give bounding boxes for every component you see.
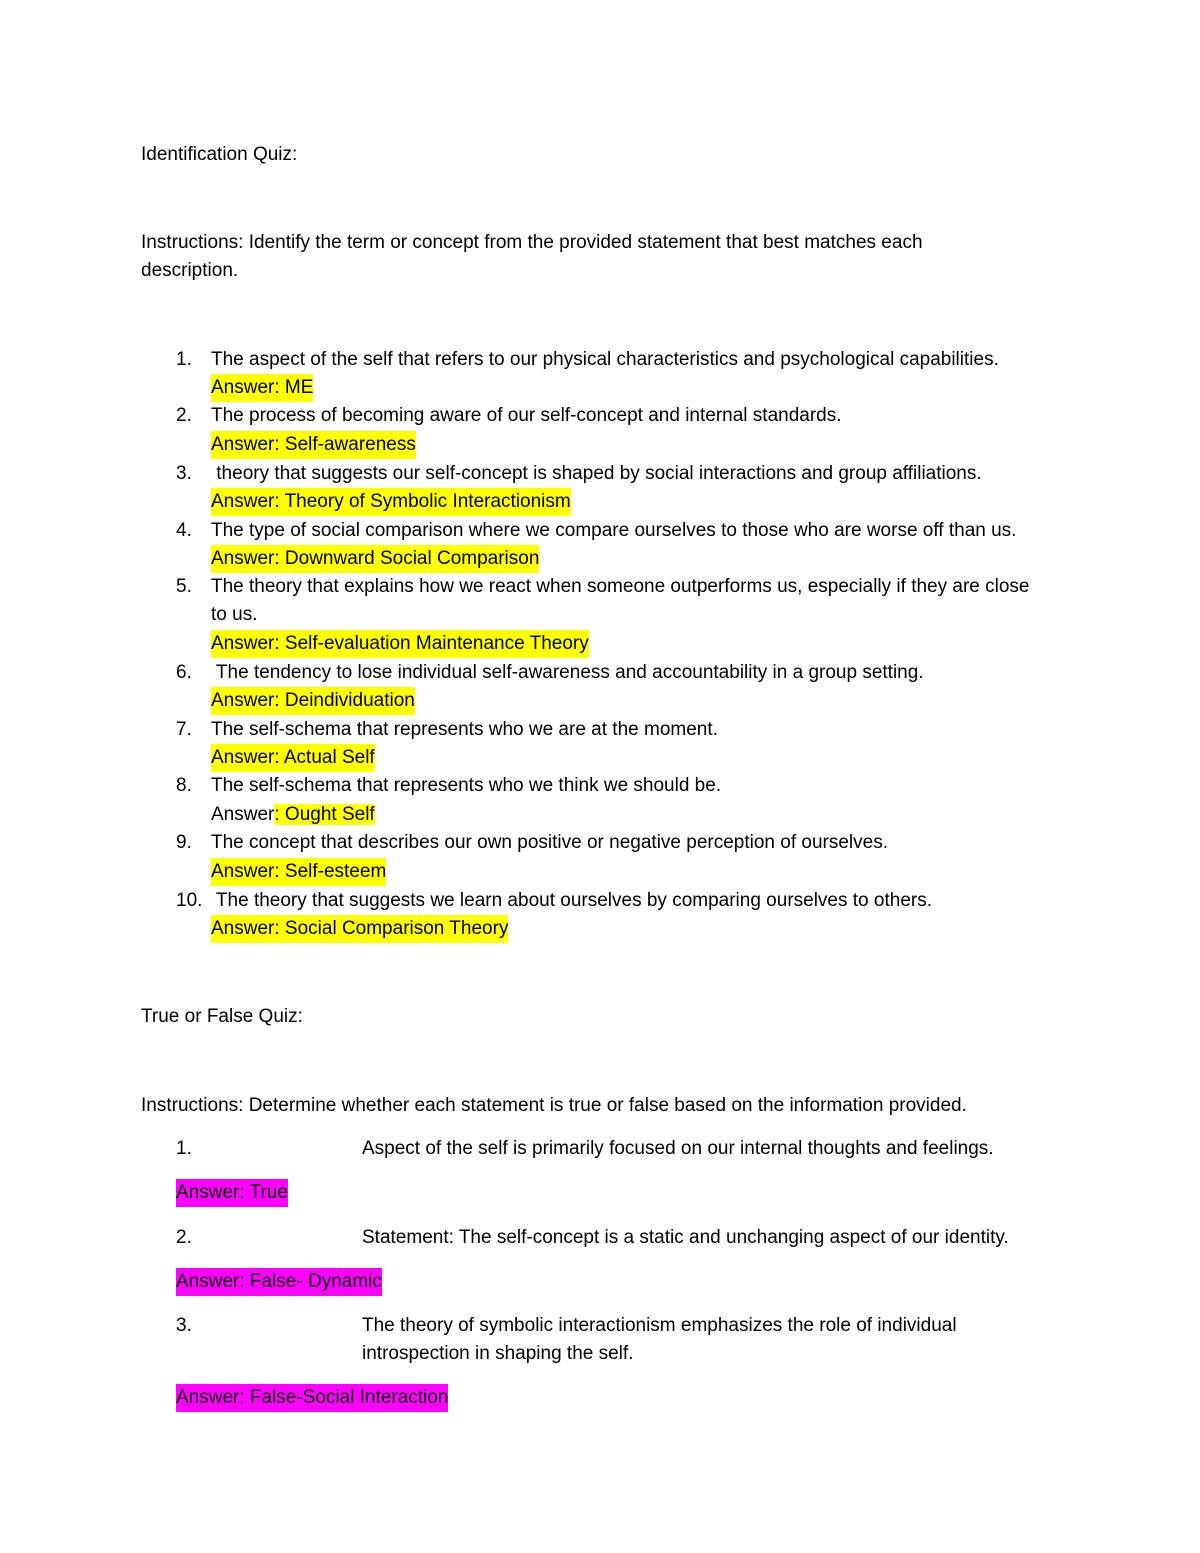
item-number: 2.	[176, 405, 192, 426]
item-text: The type of social comparison where we compare ourselves to those who are worse off than us.	[211, 520, 1017, 541]
item-answer: Answer: Social Comparison Theory	[211, 915, 508, 943]
item-number: 8.	[176, 775, 192, 796]
item-answer: Answer: Self-evaluation Maintenance Theory	[211, 630, 589, 658]
item-answer-prefix	[211, 801, 375, 829]
item-text: The self-schema that represents who we think we should be.	[211, 775, 722, 796]
item-number: 2.	[176, 1227, 192, 1248]
item-number: 10.	[176, 890, 203, 911]
item-text: Aspect of the self is primarily focused on our internal thoughts and feelings.	[362, 1138, 994, 1159]
item-text: Statement: The self-concept is a static and unchanging aspect of our identity.	[362, 1227, 1009, 1248]
item-answer: Answer: False- Dynamic	[176, 1268, 382, 1296]
item-answer: Answer: Downward Social Comparison	[211, 545, 539, 573]
item-answer: Answer: Actual Self	[211, 744, 375, 772]
item-text: The theory of symbolic interactionism emphasizes the role of individual introspection in shaping the self.	[362, 1315, 957, 1365]
item-number: 1.	[176, 1138, 192, 1159]
item-text: The aspect of the self that refers to our physical characteristics and psychological capabilities.	[211, 349, 999, 370]
item-number: 5.	[176, 576, 192, 597]
item-number: 3.	[176, 463, 192, 484]
item-answer: Answer: Self-esteem	[211, 858, 386, 886]
item-number: 7.	[176, 719, 192, 740]
item-number: 1.	[176, 349, 192, 370]
item-text: The process of becoming aware of our self-concept and internal standards.	[211, 405, 842, 426]
item-text: The theory that explains how we react when someone outperforms us, especially if they are close to us.	[211, 576, 1030, 626]
true-false-heading: True or False Quiz:	[141, 1006, 303, 1027]
item-answer: Answer: Self-awareness	[211, 431, 416, 459]
true-false-instructions: Instructions: Determine whether each statement is true or false based on the information provided.	[141, 1095, 967, 1116]
item-number: 3.	[176, 1315, 192, 1336]
item-answer: Answer: ME	[211, 374, 313, 402]
answer-plain-text: Answer	[211, 804, 275, 825]
item-answer: Answer: Deindividuation	[211, 687, 415, 715]
identification-instructions: Instructions: Identify the term or concept from the provided statement that best matches each description.	[141, 232, 923, 282]
item-answer: : Ought Self	[274, 804, 375, 825]
item-number: 6.	[176, 662, 192, 683]
item-answer: Answer: Theory of Symbolic Interactionism	[211, 488, 571, 516]
item-answer: Answer: False-Social Interaction	[176, 1384, 448, 1412]
item-text: The self-schema that represents who we are at the moment.	[211, 719, 718, 740]
item-number: 9.	[176, 832, 192, 853]
item-text: theory that suggests our self-concept is shaped by social interactions and group affiliations.	[211, 463, 982, 484]
identification-heading: Identification Quiz:	[141, 144, 298, 165]
item-text: The tendency to lose individual self-awareness and accountability in a group setting.	[211, 662, 924, 683]
item-text: The theory that suggests we learn about ourselves by comparing ourselves to others.	[211, 890, 932, 911]
item-text: The concept that describes our own positive or negative perception of ourselves.	[211, 832, 888, 853]
item-number: 4.	[176, 520, 192, 541]
item-answer: Answer: True	[176, 1179, 288, 1207]
